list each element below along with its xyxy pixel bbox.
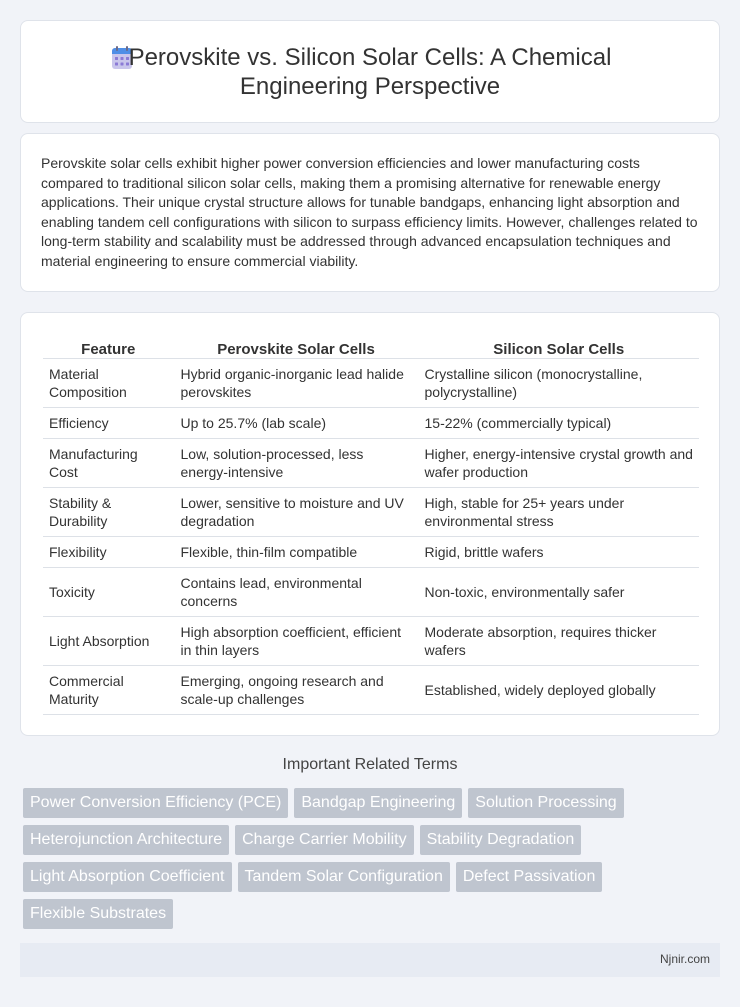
related-term-tag[interactable]: Bandgap Engineering — [294, 788, 462, 818]
feature-cell: Stability & Durability — [43, 487, 174, 536]
silicon-cell: Non-toxic, environmentally safer — [418, 567, 699, 616]
silicon-cell: Established, widely deployed globally — [418, 665, 699, 714]
table-row — [43, 358, 699, 407]
silicon-cell: Rigid, brittle wafers — [418, 536, 699, 567]
perovskite-cell: Up to 25.7% (lab scale) — [174, 407, 418, 438]
feature-cell: Light Absorption — [43, 616, 174, 665]
table-row — [43, 567, 699, 616]
title-card — [20, 20, 720, 123]
related-terms-title: Important Related Terms — [282, 756, 458, 773]
silicon-cell: Higher, energy-intensive crystal growth and wafer production — [418, 438, 699, 487]
perovskite-cell: Flexible, thin-film compatible — [174, 536, 418, 567]
table-row — [43, 616, 699, 665]
silicon-cell: Moderate absorption, requires thicker wafers — [418, 616, 699, 665]
feature-cell: Flexibility — [43, 536, 174, 567]
feature-cell: Efficiency — [43, 407, 174, 438]
header-silicon: Silicon Solar Cells — [418, 334, 699, 358]
summary-card — [20, 133, 720, 292]
comparison-table — [43, 334, 699, 715]
related-term-tag[interactable]: Flexible Substrates — [23, 899, 173, 929]
header-feature: Feature — [43, 334, 174, 358]
perovskite-cell: Low, solution-processed, less energy-intensive — [174, 438, 418, 487]
related-term-tag[interactable]: Stability Degradation — [420, 825, 582, 855]
table-row — [43, 487, 699, 536]
related-term-tag[interactable]: Solution Processing — [468, 788, 623, 818]
perovskite-cell: Hybrid organic-inorganic lead halide perovskites — [174, 358, 418, 407]
feature-cell: Manufacturing Cost — [43, 438, 174, 487]
table-row — [43, 407, 699, 438]
feature-cell: Material Composition — [43, 358, 174, 407]
perovskite-cell: High absorption coefficient, efficient in thin layers — [174, 616, 418, 665]
silicon-cell: High, stable for 25+ years under environmental stress — [418, 487, 699, 536]
feature-cell: Toxicity — [43, 567, 174, 616]
silicon-cell: Crystalline silicon (monocrystalline, polycrystalline) — [418, 358, 699, 407]
header-perovskite: Perovskite Solar Cells — [174, 334, 418, 358]
related-term-tag[interactable]: Heterojunction Architecture — [23, 825, 229, 855]
related-term-tag[interactable]: Charge Carrier Mobility — [235, 825, 414, 855]
summary-text: Perovskite solar cells exhibit higher power conversion efficiencies and lower manufacturing costs compared to traditional silicon solar cells, making them a promising alternative for renewable energy applications. Their unique crystal structure allows for tunable bandgaps, enhancing light absorption and enabling tandem cell configurations with silicon to surpass efficiency limits. However, challenges related to long-term stability and scalability must be addressed through advanced encapsulation techniques and material engineering to ensure commercial viability. — [41, 155, 698, 269]
related-terms-list — [23, 788, 723, 936]
footer — [20, 943, 720, 977]
related-term-tag[interactable]: Defect Passivation — [456, 862, 603, 892]
table-header-row — [43, 334, 699, 358]
table-row — [43, 665, 699, 714]
perovskite-cell: Lower, sensitive to moisture and UV degradation — [174, 487, 418, 536]
feature-cell: Commercial Maturity — [43, 665, 174, 714]
comparison-table-card — [20, 312, 720, 736]
related-term-tag[interactable]: Power Conversion Efficiency (PCE) — [23, 788, 288, 818]
page-title: Perovskite vs. Silicon Solar Cells: A Chemical Engineering Perspective — [128, 44, 612, 100]
perovskite-cell: Emerging, ongoing research and scale-up challenges — [174, 665, 418, 714]
silicon-cell: 15-22% (commercially typical) — [418, 407, 699, 438]
footer-site-link[interactable]: Njnir.com — [659, 952, 710, 966]
perovskite-cell: Contains lead, environmental concerns — [174, 567, 418, 616]
related-term-tag[interactable]: Light Absorption Coefficient — [23, 862, 232, 892]
related-term-tag[interactable]: Tandem Solar Configuration — [238, 862, 450, 892]
table-row — [43, 536, 699, 567]
table-row — [43, 438, 699, 487]
